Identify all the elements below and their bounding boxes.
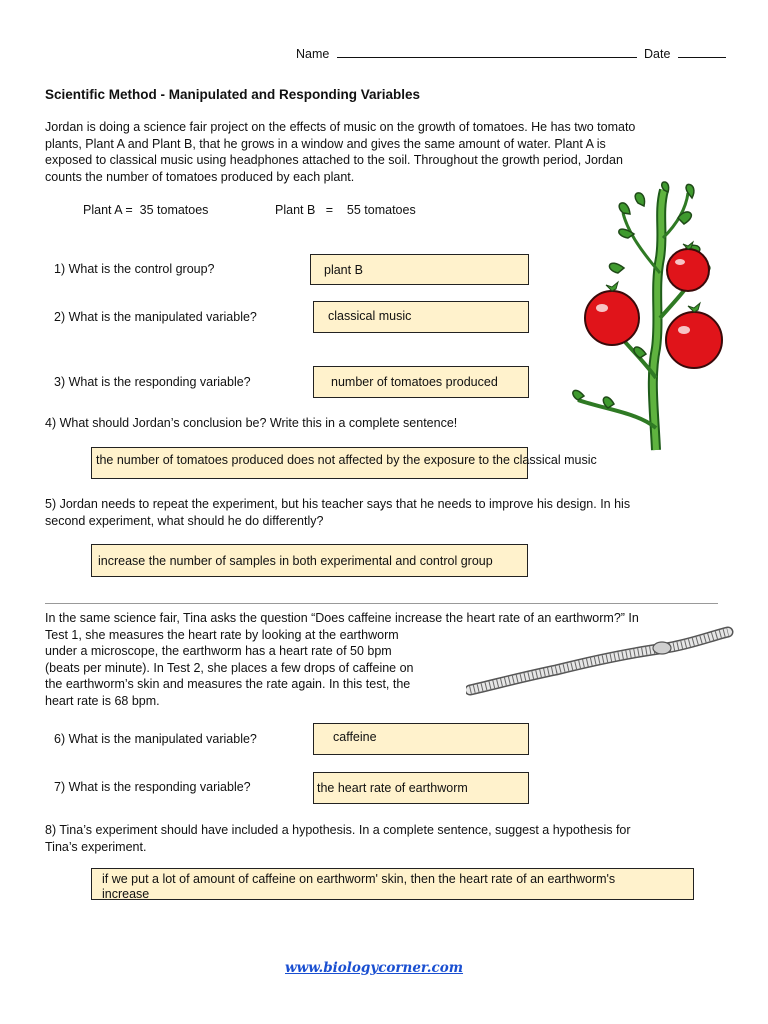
intro-paragraph bbox=[45, 119, 635, 185]
worksheet-title: Scientific Method - Manipulated and Responding Variables bbox=[45, 87, 421, 102]
answer-7-text: the heart rate of earthworm bbox=[317, 781, 468, 795]
answer-3-text: number of tomatoes produced bbox=[331, 375, 498, 389]
answer-6-text: caffeine bbox=[333, 730, 377, 744]
question-7: 7) What is the responding variable? bbox=[54, 780, 251, 794]
question-5-line: 5) Jordan needs to repeat the experiment, but his teacher says that he needs to improve his design. In his bbox=[45, 497, 631, 511]
intro-line: exposed to classical music using headphones attached to the soil. Throughout the growth period, Jordan bbox=[45, 153, 623, 167]
question-1: 1) What is the control group? bbox=[54, 262, 215, 276]
intro-line: plants, Plant A and Plant B, that he grows in a window and gives the same amount of water. Plant A is bbox=[45, 136, 606, 151]
tina-line: In the same science fair, Tina asks the question “Does caffeine increase the heart rate of an earthworm?” In bbox=[45, 611, 639, 625]
tina-line: Test 1, she measures the heart rate by looking at the earthworm bbox=[45, 627, 399, 642]
tina-line: under a microscope, the earthworm has a heart rate of 50 bpm bbox=[45, 644, 392, 658]
answer-3-field[interactable] bbox=[313, 366, 529, 398]
question-8-line: Tina’s experiment. bbox=[45, 839, 147, 854]
question-8 bbox=[45, 822, 631, 855]
intro-line: Jordan is doing a science fair project on the effects of music on the growth of tomatoes. He has two tomato bbox=[45, 120, 636, 134]
answer-1-field[interactable] bbox=[310, 254, 529, 285]
question-8-line: 8) Tina’s experiment should have included a hypothesis. In a complete sentence, suggest a hypothesis for bbox=[45, 823, 631, 837]
intro-line: counts the number of tomatoes produced by each plant. bbox=[45, 169, 355, 184]
date-blank bbox=[678, 46, 726, 58]
answer-4-text: the number of tomatoes produced does not affected by the exposure to the classical music bbox=[96, 453, 597, 467]
answer-6-field[interactable] bbox=[313, 723, 529, 755]
answer-2-text: classical music bbox=[328, 309, 412, 323]
tina-line: (beats per minute). In Test 2, she places a few drops of caffeine on bbox=[45, 660, 414, 675]
answer-4-field[interactable] bbox=[91, 447, 597, 479]
question-6: 6) What is the manipulated variable? bbox=[54, 732, 257, 746]
plant-b-result: Plant B = 55 tomatoes bbox=[275, 203, 416, 217]
biologycorner-link[interactable]: www.biologycorner.com bbox=[285, 960, 464, 976]
answer-7-field[interactable] bbox=[313, 772, 529, 804]
answer-2-field[interactable] bbox=[313, 301, 529, 333]
plant-a-result: Plant A = 35 tomatoes bbox=[83, 203, 209, 217]
answer-8-field[interactable] bbox=[91, 868, 694, 900]
name-label: Name bbox=[296, 47, 330, 61]
question-4: 4) What should Jordan’s conclusion be? Write this in a complete sentence! bbox=[45, 416, 458, 430]
question-3: 3) What is the responding variable? bbox=[54, 375, 251, 389]
date-label: Date bbox=[644, 47, 671, 61]
answer-5-text: increase the number of samples in both experimental and control group bbox=[98, 553, 493, 568]
earthworm-image bbox=[466, 624, 734, 698]
section-divider bbox=[45, 603, 718, 604]
tina-line: heart rate is 68 bpm. bbox=[45, 693, 160, 708]
tina-line: the earthworm’s skin and measures the rate again. In this test, the bbox=[45, 677, 411, 691]
answer-5-field[interactable] bbox=[91, 544, 528, 577]
question-5-line: second experiment, what should he do differently? bbox=[45, 513, 324, 528]
footer-link-wrap bbox=[285, 960, 463, 976]
question-5 bbox=[45, 496, 630, 529]
question-2: 2) What is the manipulated variable? bbox=[54, 310, 257, 324]
tomato-plant-image bbox=[568, 178, 728, 453]
answer-8-text: if we put a lot of amount of caffeine on earthworm' skin, then the heart rate of an earthworm's increase bbox=[102, 872, 616, 901]
date-field bbox=[644, 46, 726, 61]
answer-1-text: plant B bbox=[324, 262, 363, 277]
name-field bbox=[296, 46, 637, 61]
name-blank bbox=[337, 46, 637, 58]
